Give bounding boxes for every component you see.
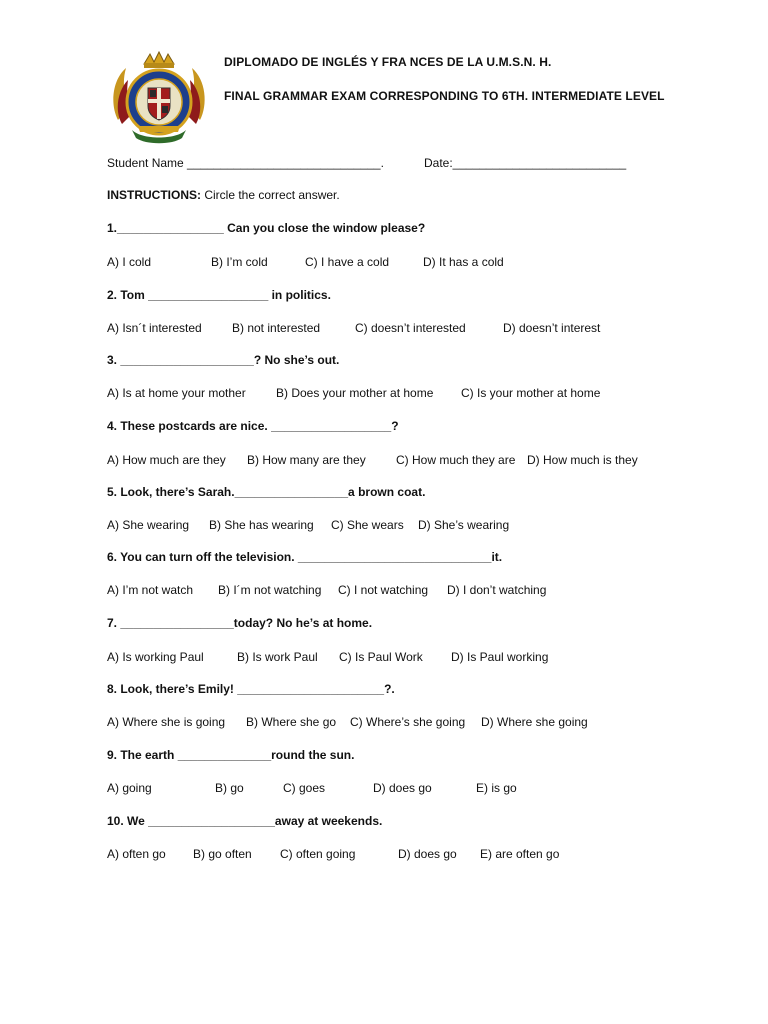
question-10-option-b[interactable]: B) go often [193,847,252,861]
question-2-option-b[interactable]: B) not interested [232,321,321,335]
question-1-option-d[interactable]: D) It has a cold [423,255,504,269]
instructions-text: Circle the correct answer. [201,188,340,202]
question-5-option-c[interactable]: C) She wears [331,518,404,532]
instructions-label: INSTRUCTIONS: [107,188,201,202]
date-field[interactable]: Date:__________________________ [424,156,627,170]
question-9-option-b[interactable]: B) go [215,781,244,795]
question-4-option-b[interactable]: B) How many are they [247,453,366,467]
question-8-option-c[interactable]: C) Where’s she going [350,715,466,729]
question-5-option-a[interactable]: A) She wearing [107,518,190,532]
question-3-option-b[interactable]: B) Does your mother at home [276,386,434,400]
student-name-field[interactable]: Student Name _____________________________. [107,156,384,170]
question-2-option-d[interactable]: D) doesn’t interest [503,321,601,335]
question-9-option-d[interactable]: D) does go [373,781,432,795]
question-4-option-c[interactable]: C) How much they are [396,453,516,467]
question-9-option-a[interactable]: A) going [107,781,152,795]
question-8-prompt: 8. Look, there’s Emily! ______________________?. [107,682,395,696]
question-1-prompt: 1.________________ Can you close the window please? [107,221,426,235]
question-9-option-e[interactable]: E) is go [476,781,517,795]
question-8-option-b[interactable]: B) Where she go [246,715,337,729]
question-7-option-d[interactable]: D) Is Paul working [451,650,549,664]
question-9-prompt: 9. The earth ______________round the sun. [107,748,355,762]
exam-title-line1: DIPLOMADO DE INGLÉS Y FRA NCES DE LA U.M.S.N. H. [224,55,552,69]
question-4-option-a[interactable]: A) How much are they [107,453,226,467]
question-3-option-c[interactable]: C) Is your mother at home [461,386,601,400]
question-6-option-c[interactable]: C) I not watching [338,583,429,597]
question-6-option-b[interactable]: B) I´m not watching [218,583,322,597]
question-5-option-d[interactable]: D) She’s wearing [418,518,510,532]
university-crest-icon [108,50,210,146]
instructions [107,188,340,202]
question-5-option-b[interactable]: B) She has wearing [209,518,314,532]
question-8-option-d[interactable]: D) Where she going [481,715,588,729]
question-4-prompt: 4. These postcards are nice. __________________? [107,419,399,433]
question-1-option-a[interactable]: A) I cold [107,255,152,269]
exam-title-line2: FINAL GRAMMAR EXAM CORRESPONDING TO 6TH. INTERMEDIATE LEVEL [224,89,665,103]
question-10-prompt: 10. We ___________________away at weekends. [107,814,383,828]
question-1-option-c[interactable]: C) I have a cold [305,255,390,269]
question-10-option-e[interactable]: E) are often go [480,847,560,861]
question-1-option-b[interactable]: B) I’m cold [211,255,268,269]
question-10-option-c[interactable]: C) often going [280,847,356,861]
question-7-option-b[interactable]: B) Is work Paul [237,650,318,664]
question-9-option-c[interactable]: C) goes [283,781,326,795]
question-7-option-c[interactable]: C) Is Paul Work [339,650,423,664]
question-6-option-a[interactable]: A) I’m not watch [107,583,194,597]
question-6-prompt: 6. You can turn off the television. _____________________________it. [107,550,503,564]
question-2-prompt: 2. Tom __________________ in politics. [107,288,331,302]
question-8-option-a[interactable]: A) Where she is going [107,715,226,729]
question-7-option-a[interactable]: A) Is working Paul [107,650,204,664]
question-3-option-a[interactable]: A) Is at home your mother [107,386,246,400]
question-3-prompt: 3. ____________________? No she’s out. [107,353,340,367]
question-2-option-a[interactable]: A) Isn´t interested [107,321,202,335]
question-10-option-d[interactable]: D) does go [398,847,457,861]
question-7-prompt: 7. _________________today? No he’s at home. [107,616,373,630]
question-4-option-d[interactable]: D) How much is they [527,453,638,467]
question-6-option-d[interactable]: D) I don’t watching [447,583,547,597]
question-5-prompt: 5. Look, there’s Sarah._________________a brown coat. [107,485,426,499]
question-10-option-a[interactable]: A) often go [107,847,166,861]
question-2-option-c[interactable]: C) doesn’t interested [355,321,466,335]
